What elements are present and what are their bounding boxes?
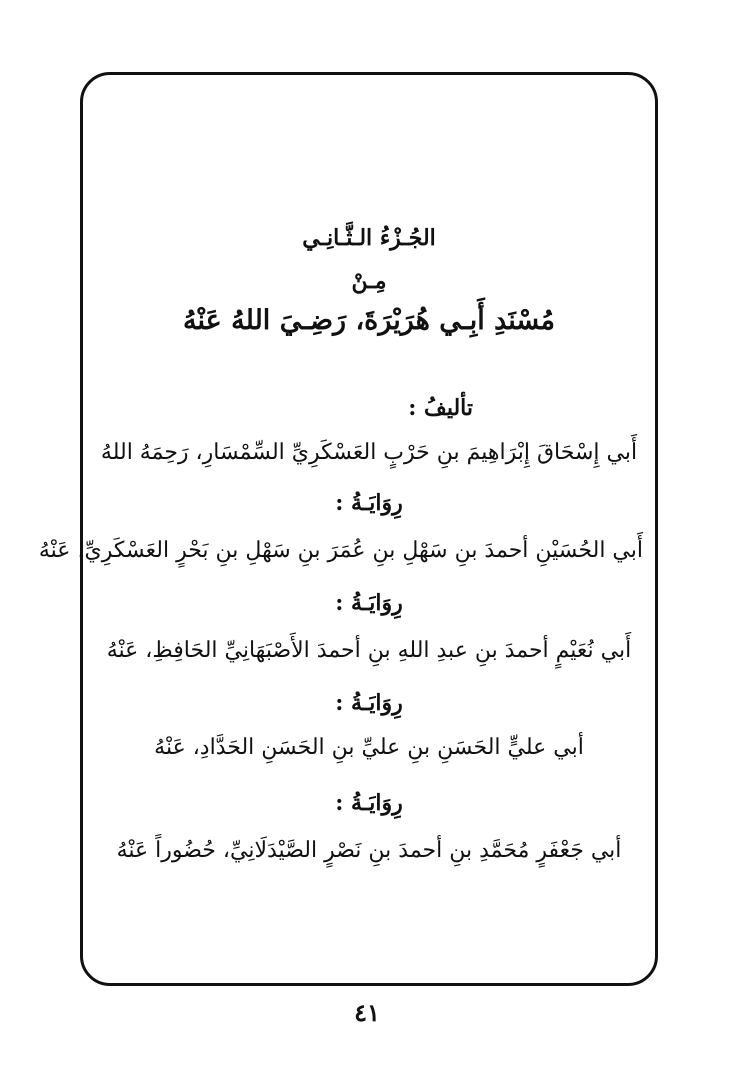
narration-label-4: رِوَايَـةُ : [335, 790, 403, 816]
narration-label-1: رِوَايَـةُ : [335, 490, 403, 516]
part-title: الجُـزْءُ الـثَّـانِـي [302, 225, 436, 251]
page-number: ٤١ [354, 998, 380, 1027]
from-word: مِـنْ [351, 268, 387, 294]
narration-label-3: رِوَايَـةُ : [335, 690, 403, 716]
narrator-2: أَبي نُعَيْمٍ أحمدَ بنِ عبدِ اللهِ بنِ أحمدَ الأَصْبَهَانِيِّ الحَافِظِ، عَنْهُ [106, 638, 632, 663]
author-name: أَبي إِسْحَاقَ إِبْرَاهِيمَ بنِ حَرْبٍ العَسْكَرِيِّ السِّمْسَارِ، رَحِمَهُ اللهُ [100, 440, 638, 465]
book-title: مُسْنَدِ أَبِـي هُرَيْرَةَ، رَضِـيَ اللهُ عَنْهُ [183, 305, 555, 336]
narration-label-2: رِوَايَـةُ : [335, 590, 403, 616]
author-label: تأليفُ : [408, 395, 473, 421]
narrator-4: أبي جَعْفَرٍ مُحَمَّدِ بنِ أحمدَ بنِ نَصْرٍ الصَّيْدَلَانِيِّ، حُضُوراً عَنْهُ [116, 838, 622, 863]
narrator-3: أبي عليٍّ الحَسَنِ بنِ عليِّ بنِ الحَسَنِ الحَدَّادِ، عَنْهُ [154, 735, 584, 760]
narrator-1: أَبي الحُسَيْنِ أحمدَ بنِ سَهْلِ بنِ عُمَرَ بنِ سَهْلِ بنِ بَحْرٍ العَسْكَرِيِّ، عَنْهُ [38, 538, 643, 563]
